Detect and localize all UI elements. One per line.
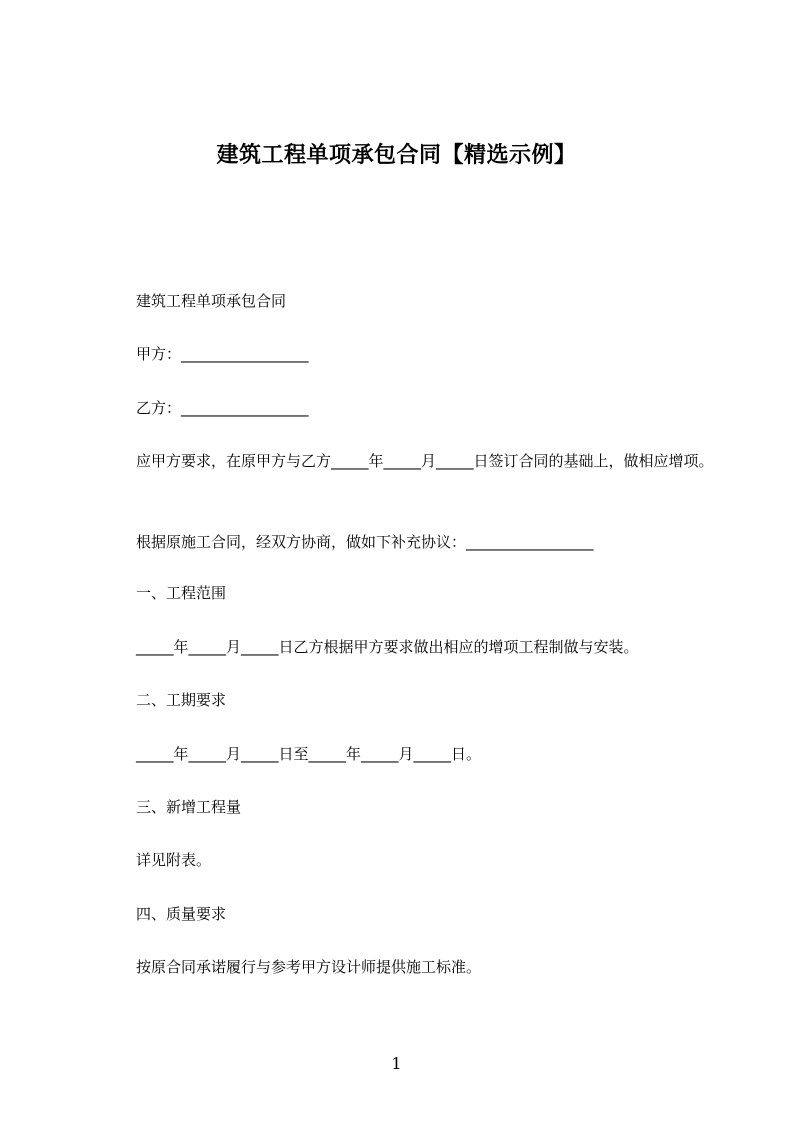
page-number: 1 [391, 1054, 402, 1073]
quantity-paragraph: 详见附表。 [136, 851, 212, 869]
section-heading-scope: 一、工程范围 [136, 584, 227, 602]
schedule-paragraph: _____年_____月_____日至_____年_____月_____日。 [136, 745, 482, 763]
section-heading-quantity: 三、新增工程量 [136, 798, 242, 816]
preamble-paragraph: 应甲方要求，在原甲方与乙方_____年_____月_____日签订合同的基础上，做相应增项。 [136, 452, 714, 470]
party-b-line: 乙方：_________________ [136, 399, 309, 417]
quality-paragraph: 按原合同承诺履行与参考甲方设计师提供施工标准。 [136, 958, 482, 976]
document-title: 建筑工程单项承包合同【精选示例】 [216, 143, 577, 168]
scope-paragraph: _____年_____月_____日乙方根据甲方要求做出相应的增项工程制做与安装。 [136, 638, 639, 656]
contract-name: 建筑工程单项承包合同 [136, 292, 287, 310]
section-heading-schedule: 二、工期要求 [136, 691, 227, 709]
supplement-agreement-line: 根据原施工合同，经双方协商，做如下补充协议：_________________ [136, 533, 594, 551]
section-heading-quality: 四、质量要求 [136, 905, 227, 923]
party-a-line: 甲方：_________________ [136, 345, 309, 363]
